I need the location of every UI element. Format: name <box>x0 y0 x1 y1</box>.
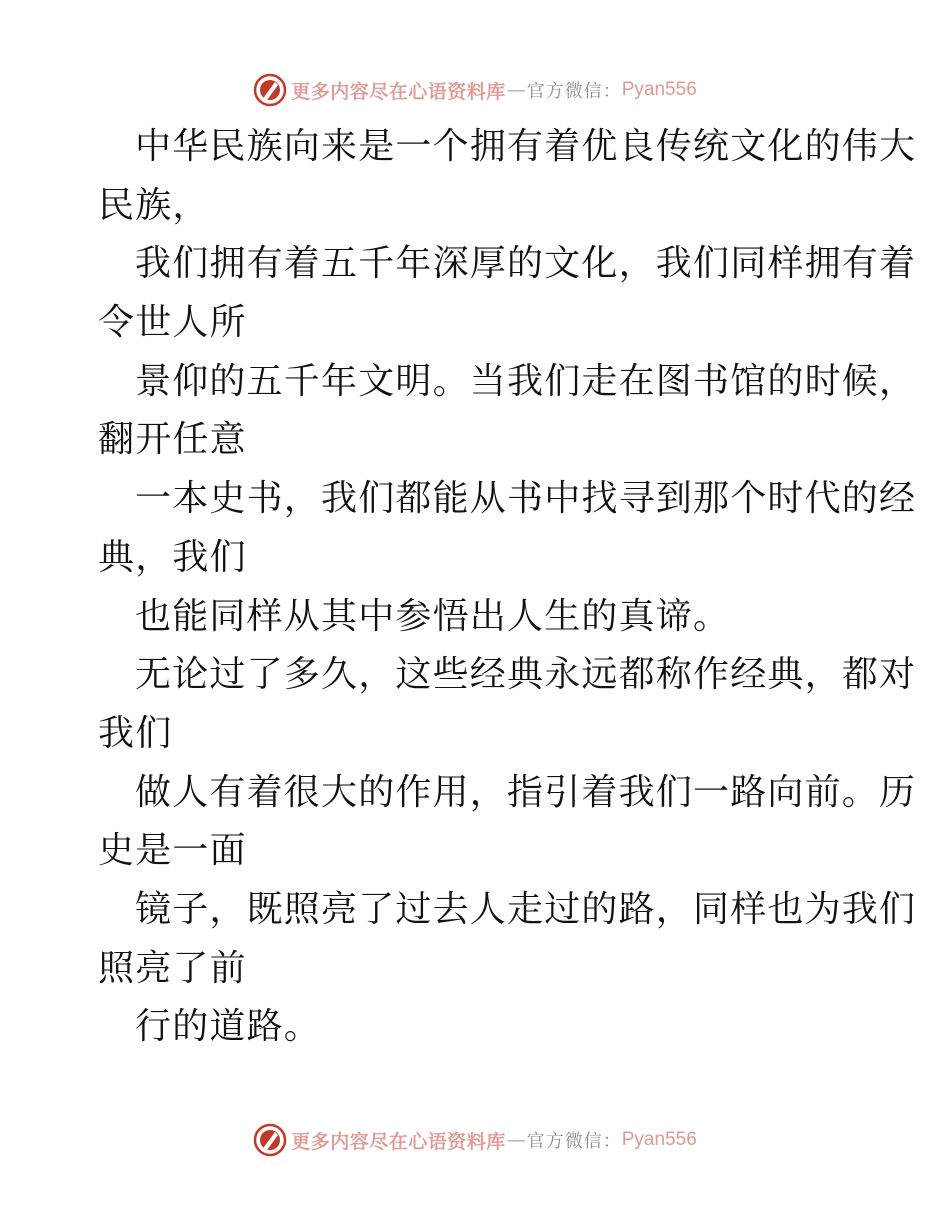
paragraph-line: 一本史书，我们都能从书中找寻到那个时代的经 <box>135 478 917 520</box>
paragraph-line: 令世人所 <box>98 302 247 344</box>
paragraph-line: 镜子，既照亮了过去人走过的路，同样也为我们 <box>135 888 917 930</box>
header-separator: — <box>506 79 526 101</box>
footer-contact-label: 官方微信： <box>526 1131 622 1152</box>
paragraph-line: 照亮了前 <box>98 947 247 989</box>
paragraph-line: 也能同样从其中参悟出人生的真谛。 <box>135 595 731 637</box>
paragraph-line: 做人有着很大的作用，指引着我们一路向前。历 <box>135 771 917 813</box>
paragraph-line: 行的道路。 <box>135 1006 322 1048</box>
paragraph-line: 民族， <box>98 184 210 226</box>
footer-banner <box>0 1120 950 1160</box>
footer-wechat-id: Pyan556 <box>621 1129 697 1150</box>
paragraph-line: 史是一面 <box>98 830 247 872</box>
paragraph-line: 翻开任意 <box>98 419 247 461</box>
paragraph-line: 中华民族向来是一个拥有着优良传统文化的伟大 <box>135 126 917 167</box>
paragraph-line: 无论过了多久，这些经典永远都称作经典，都对 <box>135 654 917 696</box>
pen-logo-icon <box>253 73 287 107</box>
document-body <box>98 118 917 1057</box>
header-contact-label: 官方微信： <box>526 81 622 102</box>
paragraph-line: 我们拥有着五千年深厚的文化，我们同样拥有着 <box>135 243 917 285</box>
paragraph-line: 景仰的五千年文明。当我们走在图书馆的时候， <box>135 360 917 402</box>
header-banner <box>0 70 950 110</box>
pen-logo-icon <box>253 1123 287 1157</box>
footer-brand-text: 更多内容尽在心语资料库 <box>291 1130 506 1153</box>
paragraph-line: 我们 <box>98 712 173 754</box>
header-brand-text: 更多内容尽在心语资料库 <box>291 80 506 103</box>
paragraph-line: 典，我们 <box>98 536 247 578</box>
header-wechat-id: Pyan556 <box>621 79 697 100</box>
footer-separator: — <box>506 1129 526 1151</box>
